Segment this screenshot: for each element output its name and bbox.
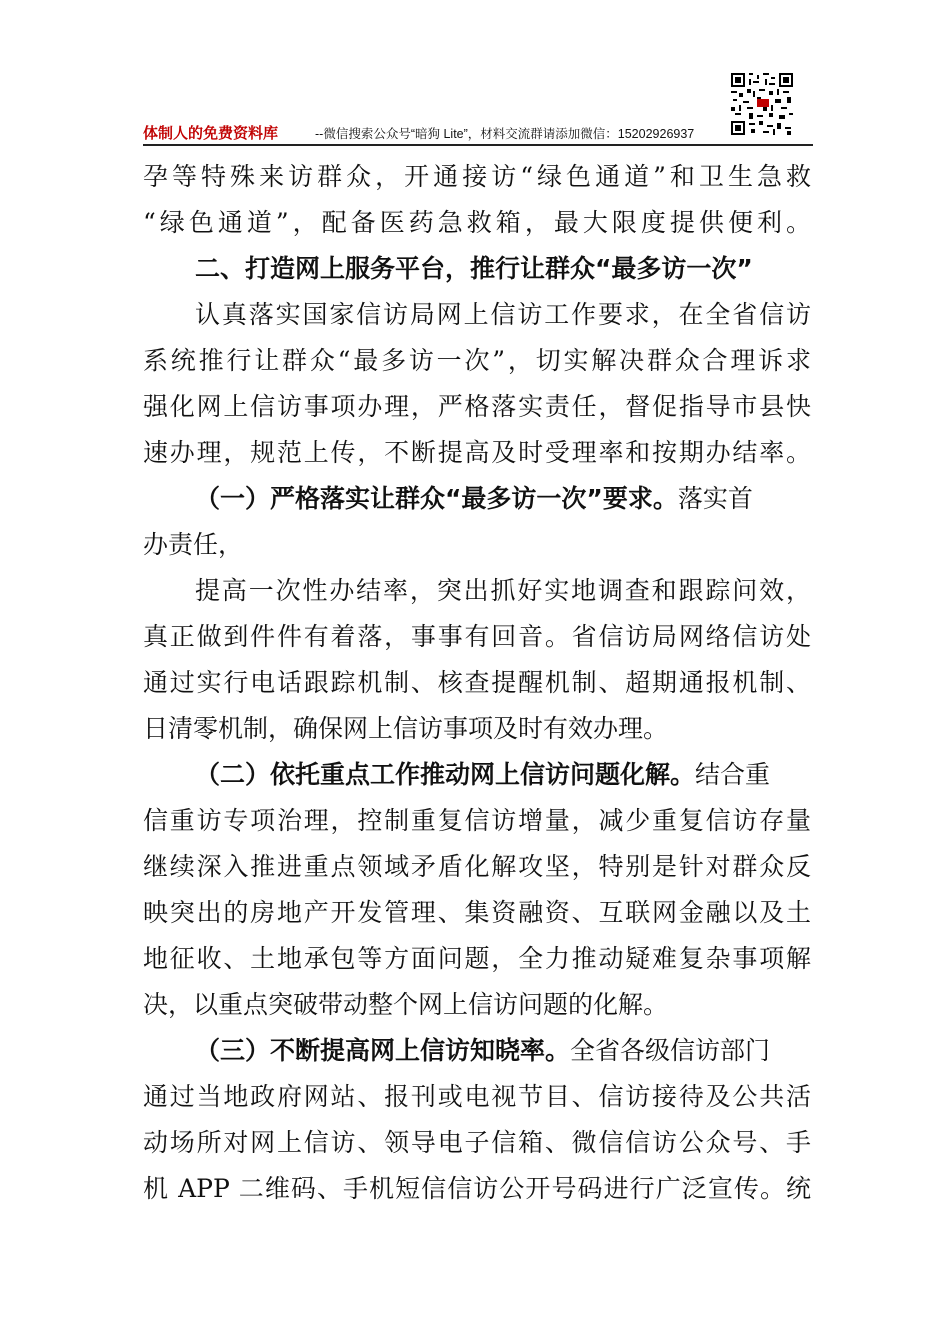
text-fragment: 全省各级信访部门 <box>570 1036 771 1065</box>
text-line: 决，以重点突破带动整个网上信访问题的化解。 <box>143 990 669 1019</box>
text-line: 映突出的房地产开发管理、集资融资、互联网金融以及土 <box>143 898 811 927</box>
text-line: 信重访专项治理，控制重复信访增量，减少重复信访存量 <box>143 806 811 835</box>
text-line: 继续深入推进重点领域矛盾化解攻坚，特别是针对群众反 <box>143 852 811 881</box>
section-heading: 二、打造网上服务平台，推行让群众“最多访一次” <box>195 254 753 283</box>
text-line: 真正做到件件有着落，事事有回音。省信访局网络信访处 <box>143 622 811 651</box>
text-line: “绿色通道”，配备医药急救箱，最大限度提供便利。 <box>143 208 811 237</box>
text-line: 地征收、土地承包等方面问题，全力推动疑难复杂事项解 <box>143 944 811 973</box>
subsection-title: （二）依托重点工作推动网上信访问题化解。 <box>195 760 696 789</box>
subsection-line <box>143 1028 811 1074</box>
page-header <box>143 118 813 146</box>
text-line: 日清零机制，确保网上信访事项及时有效办理。 <box>143 714 669 743</box>
brand-title: 体制人的免费资料库 <box>143 124 279 142</box>
text-line: 办责任， <box>143 530 244 559</box>
subsection-title: （一）严格落实让群众“最多访一次”要求。 <box>195 484 678 513</box>
document-body <box>143 154 811 1212</box>
subsection-title: （三）不断提高网上信访知晓率。 <box>195 1036 571 1065</box>
header-note: --微信搜索公众号“暗狗 Lite”，材料交流群请添加微信：15202926937 <box>315 127 695 141</box>
text-fragment: 结合重 <box>695 760 771 789</box>
text-line: 提高一次性办结率，突出抓好实地调查和跟踪问效， <box>195 576 811 605</box>
text-line: 动场所对网上信访、领导电子信箱、微信信访公众号、手 <box>143 1128 811 1157</box>
text-line: 认真落实国家信访局网上信访工作要求，在全省信访 <box>195 300 811 329</box>
text-line: 孕等特殊来访群众，开通接访“绿色通道”和卫生急救 <box>143 162 811 191</box>
subsection-line <box>143 476 811 522</box>
text-line: 速办理，规范上传，不断提高及时受理率和按期办结率。 <box>143 438 811 467</box>
text-line: 通过当地政府网站、报刊或电视节目、信访接待及公共活 <box>143 1082 811 1111</box>
text-line: 强化网上信访事项办理，严格落实责任，督促指导市县快 <box>143 392 811 421</box>
text-line: 系统推行让群众“最多访一次”，切实解决群众合理诉求 <box>143 346 811 375</box>
text-line: 机 APP 二维码、手机短信信访公开号码进行广泛宣传。统 <box>143 1174 811 1203</box>
header-divider <box>143 144 813 146</box>
text-fragment: 落实首 <box>677 484 753 513</box>
text-line: 通过实行电话跟踪机制、核查提醒机制、超期通报机制、 <box>143 668 811 697</box>
subsection-line <box>143 752 811 798</box>
